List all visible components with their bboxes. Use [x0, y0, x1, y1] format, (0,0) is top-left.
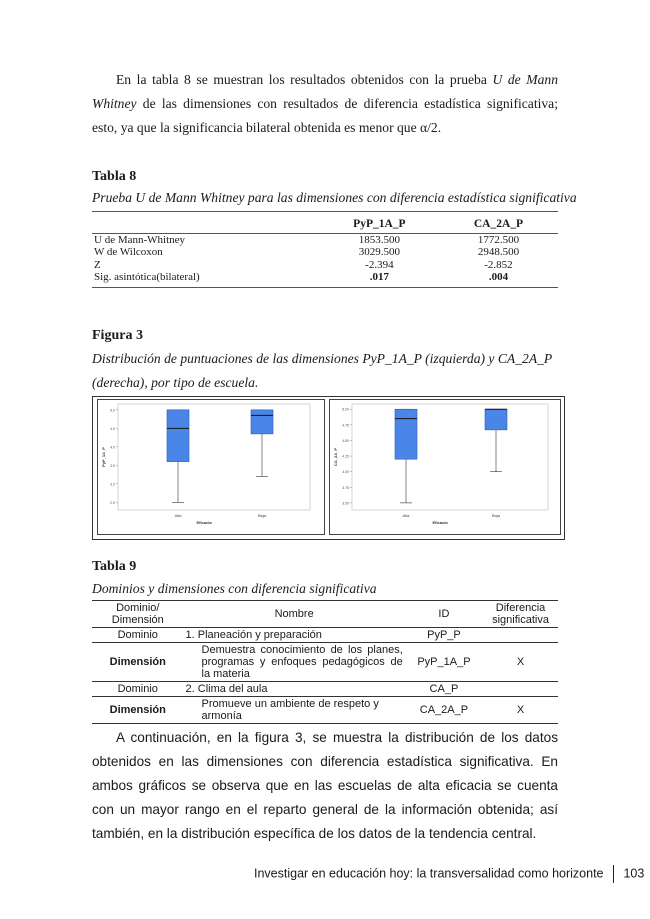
table8-header-blank — [92, 212, 320, 234]
table9-header-row — [92, 601, 558, 628]
y-tick-label: 2.5 — [110, 500, 115, 505]
box — [485, 409, 507, 430]
box — [395, 409, 417, 459]
intro-italic-term: U de Mann Whitney — [92, 72, 558, 111]
x-tick-label: Alta — [402, 513, 410, 518]
figure3-caption: Distribución de puntuaciones de las dimensiones PyP_1A_P (izquierda) y CA_2A_P (derecha), por tipo de escuela. — [92, 351, 552, 390]
table9-header-type: Dominio/ Dimensión — [92, 601, 184, 628]
y-tick-label: 4.5 — [110, 426, 115, 431]
boxplot-right-panel — [329, 399, 561, 535]
table8-caption: Prueba U de Mann Whitney para las dimensiones con diferencia estadística significativa — [92, 190, 577, 205]
y-tick-label: 3.5 — [110, 463, 115, 468]
table-row: Sig. asintótica(bilateral) .017 .004 — [92, 271, 558, 287]
x-tick-label: Baja — [257, 513, 267, 518]
page-number: 103 — [623, 866, 645, 881]
table8 — [92, 211, 558, 288]
table-row: W de Wilcoxon 3029.500 2948.500 — [94, 246, 520, 258]
y-tick-label: 5.00 — [342, 407, 349, 412]
x-tick-label: Baja — [491, 513, 501, 518]
y-tick-label: 3.75 — [342, 485, 349, 490]
closing-paragraph: A continuación, en la figura 3, se muestra la distribución de los datos obtenidos en las dimensiones con diferencia estadística significativa. En ambos gráficos se observa que en las escuelas de alta eficacia se cuenta con un mayor rango en el reparto general de la información obtenida; así también, en la distribución específica de los datos de la tendencia central. — [92, 730, 558, 841]
x-tick-label: Alta — [174, 513, 182, 518]
y-tick-label: 5.0 — [110, 408, 115, 413]
y-tick-label: 4.25 — [342, 454, 349, 459]
table-row: U de Mann-Whitney 1853.500 1772.500 — [92, 233, 558, 246]
y-axis-label: PyP_1A_P — [101, 447, 106, 467]
table8-header-pyp: PyP_1A_P — [353, 218, 406, 230]
footer-text: Investigar en educación hoy: la transversalidad como horizonte — [254, 866, 604, 881]
y-tick-label: 4.50 — [342, 438, 349, 443]
table8-header-ca: CA_2A_P — [473, 218, 524, 230]
table9 — [92, 600, 558, 724]
table9-header-diff: Diferencia significativa — [483, 601, 558, 628]
page-footer — [254, 865, 644, 883]
y-tick-label: 3.50 — [342, 501, 349, 506]
table-row: Dimensión Demuestra conocimiento de los planes, programas y enfoques pedagógicos de la materia PyP_1A_P X — [92, 643, 558, 682]
x-axis-label: Eficacia — [196, 520, 212, 525]
table-row: Dimensión Promueve un ambiente de respeto y armonía CA_2A_P X — [92, 697, 558, 724]
figure3-container — [92, 396, 565, 540]
table8-title: Tabla 8 — [92, 169, 137, 184]
y-tick-label: 4.0 — [110, 445, 115, 450]
box — [167, 410, 189, 462]
y-tick-label: 3.0 — [110, 482, 115, 487]
figure3-title: Figura 3 — [92, 328, 143, 343]
footer-divider — [613, 865, 614, 883]
table-row: Dominio 2. Clima del aula CA_P — [92, 682, 558, 697]
table-row: Dominio 1. Planeación y preparación PyP_P — [92, 628, 558, 643]
table9-title: Tabla 9 — [92, 559, 137, 574]
x-axis-label: Eficacia — [432, 520, 448, 525]
table9-header-name: Nombre — [184, 601, 405, 628]
y-tick-label: 4.75 — [342, 423, 349, 428]
table8-header-row — [92, 212, 558, 234]
box — [251, 410, 273, 434]
boxplot-left-panel — [97, 399, 325, 535]
table-row: Z -2.394 -2.852 — [94, 258, 513, 271]
y-axis-label: CA_2A_P — [333, 447, 338, 467]
plot-frame — [352, 404, 548, 510]
table9-caption: Dominios y dimensiones con diferencia significativa — [92, 581, 377, 596]
boxplot-right — [330, 400, 560, 534]
intro-paragraph: En la tabla 8 se muestran los resultados obtenidos con la prueba U de Mann Whitney de las dimensiones con resultados de diferencia estadística significativa; esto, ya que la significancia bilateral obtenida es menor que α/2. — [92, 72, 558, 135]
y-tick-label: 4.00 — [342, 470, 349, 475]
table9-header-id: ID — [405, 601, 483, 628]
plot-frame — [118, 404, 310, 510]
boxplot-left — [98, 400, 324, 534]
